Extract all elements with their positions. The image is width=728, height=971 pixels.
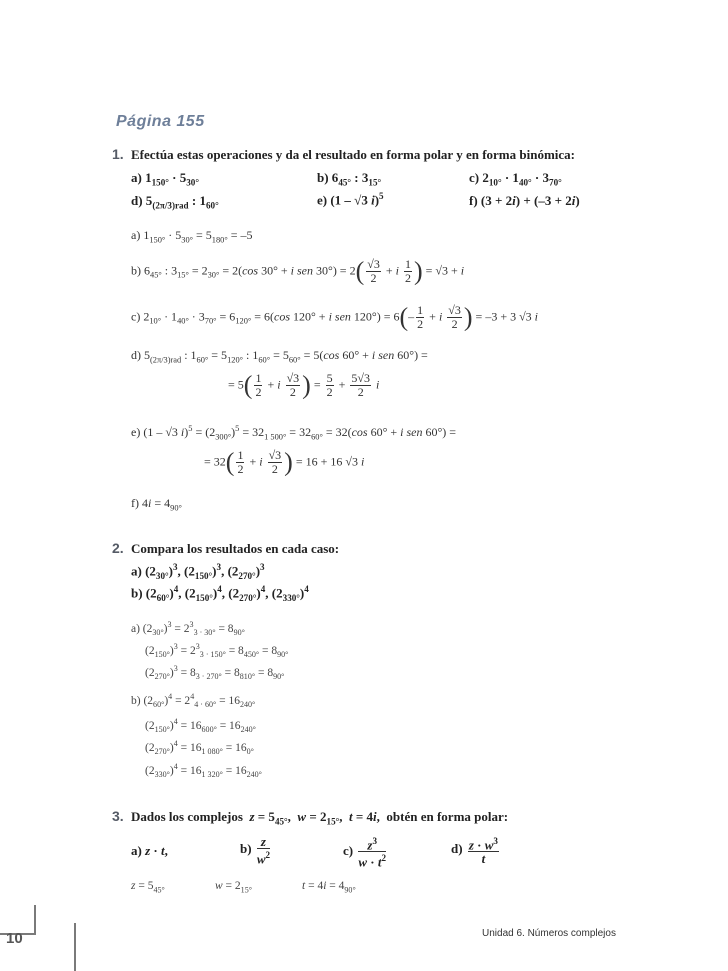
q2-item-a: a) $(2_{30^\circ})^3$, $(2_{150^\circ})^3$, $(2_{270^\circ})^3$: [131, 562, 265, 581]
q1-solution-e-line2: = 32( $\frac{1}{2}$ + i $\frac{√3}{2}$ ) = 16 + 16 √3 i: [204, 447, 365, 477]
q3-given-t: $t = 4i = 4_{90^\circ}$: [302, 880, 356, 895]
page-heading: Página 155: [116, 113, 205, 130]
q2-solution-a-line3: $(2_{270^\circ})^3 = 8_{3 \cdot 270^\circ} = 8_{810^\circ} = 8_{90^\circ}$: [145, 664, 285, 682]
question-3-number: 3.: [112, 808, 124, 824]
q2-solution-b-line2: $(2_{150^\circ})^4 = 16_{600^\circ} = 16_{240^\circ}$: [145, 717, 256, 735]
q1-item-f: f) (3 + 2i) + (–3 + 2i): [469, 193, 580, 208]
q3-item-c: c) $\frac{z^3}{w \cdot t^2}$: [343, 836, 387, 870]
q2-item-b: b) $(2_{60^\circ})^4$, $(2_{150^\circ})^4$, $(2_{270^\circ})^4$, $(2_{330^\circ})^4$: [131, 584, 309, 603]
q1-item-e: e) (1 – √3 i)$^5$: [317, 191, 384, 208]
q1-solution-f: f) $4i = 4_{90^\circ}$: [131, 496, 182, 513]
q1-solution-d-line1: d) $5_{(2\pi/3)rad}$ : $1_{60^\circ} = 5_{120^\circ}$ : $1_{60^\circ} = 5_{60^\circ} = 5(\cos$ 60° + i sen 60°) =: [131, 348, 428, 365]
q1-solution-c: c) $2_{10^\circ} \cdot 1_{40^\circ} \cdot 3_{70^\circ} = 6_{120^\circ} = 6(\cos$ 120° + i sen 120°) = 6(– $\frac{1}{2}$ + i $\frac{√3}{2}$ ) = –3 + 3 √3 i: [131, 302, 539, 332]
question-2-text: Compara los resultados en cada caso:: [131, 541, 340, 556]
question-2-number: 2.: [112, 540, 124, 556]
q3-given-z: $z = 5_{45^\circ}$: [131, 880, 165, 895]
q3-item-a: a) z · t,: [131, 843, 168, 858]
q1-item-a: a) $1_{150^\circ} \cdot 5_{30^\circ}$: [131, 170, 199, 188]
q1-item-d: d) $5_{(2\pi/3)rad}$ : $1_{60^\circ}$: [131, 193, 219, 211]
footer-unit-title: Unidad 6. Números complejos: [482, 928, 616, 939]
q3-item-b: b) $\frac{z}{w^2}$: [240, 834, 271, 867]
q3-given-w: $w = 2_{15^\circ}$: [215, 880, 252, 895]
q1-solution-a: a) $1_{150^\circ} \cdot 5_{30^\circ} = 5_{180^\circ} = -5$: [131, 228, 253, 245]
question-1-number: 1.: [112, 146, 124, 162]
question-1-text: Efectúa estas operaciones y da el resultado en forma polar y en forma binómica:: [131, 147, 575, 162]
q2-solution-b-line3: $(2_{270^\circ})^4 = 16_{1 080^\circ} = 16_{0^\circ}$: [145, 739, 254, 757]
q3-item-d: d) $\frac{z \cdot w^3}{t}$: [451, 836, 498, 867]
q2-solution-a-line1: a) $(2_{30^\circ})^3 = 2^3_{3 \cdot 30^\circ} = 8_{90^\circ}$: [131, 620, 245, 638]
q2-solution-b-line1: b) $(2_{60^\circ})^4 = 2^4_{4 \cdot 60^\circ} = 16_{240^\circ}$: [131, 692, 256, 710]
q2-solution-b-line4: $(2_{330^\circ})^4 = 16_{1 320^\circ} = 16_{240^\circ}$: [145, 762, 262, 780]
q1-item-c: c) $2_{10^\circ} \cdot 1_{40^\circ} \cdot 3_{70^\circ}$: [469, 170, 562, 188]
question-3-text: Dados los complejos $z = 5_{45^\circ}$, $w = 2_{15^\circ}$, t = 4i, obtén en forma polar:: [131, 809, 509, 827]
q1-item-b: b) $6_{45^\circ}$ : $3_{15^\circ}$: [317, 170, 382, 188]
q2-solution-a-line2: $(2_{150^\circ})^3 = 2^3_{3 \cdot 150^\circ} = 8_{450^\circ} = 8_{90^\circ}$: [145, 642, 289, 660]
q1-solution-d-line2: = 5( $\frac{1}{2}$ + i $\frac{√3}{2}$ ) = $\frac{5}{2}$ + $\frac{5√3}{2}$ i: [228, 370, 380, 400]
q1-solution-e-line1: e) (1 – √3 $i)^5 = (2_{300^\circ})^5 = 32_{1 500^\circ} = 32_{60^\circ} = 32(\cos$ 60° + i sen 60°) =: [131, 424, 457, 442]
q1-solution-b: b) $6_{45^\circ}$ : $3_{15^\circ} = 2_{30^\circ} = 2(\cos$ 30° + i sen 30°) = 2( $\frac{√3}{2}$ + i $\frac{1}{2}$ ) = √3 + i: [131, 256, 465, 286]
page-number: 10: [6, 930, 23, 947]
